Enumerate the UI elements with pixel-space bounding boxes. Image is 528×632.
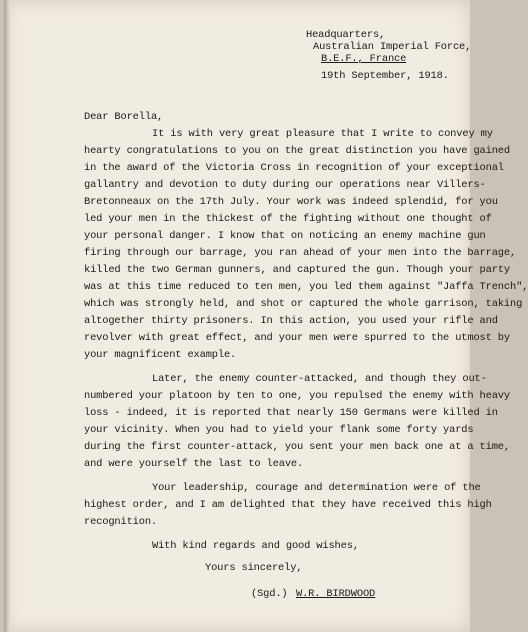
body-line: It is with very great pleasure that I write to convey my	[152, 128, 493, 140]
signature-sgd: (Sgd.)	[251, 588, 288, 600]
salutation: Dear Borella,	[84, 111, 164, 123]
body-line: your personal danger. I know that on noticing an enemy machine gun	[84, 230, 486, 242]
page-edge	[4, 0, 10, 632]
header-line-2: Australian Imperial Force,	[313, 41, 472, 53]
body-line: hearty congratulations to you on the great distinction you have gained	[84, 145, 510, 157]
body-line: in the award of the Victoria Cross in recognition of your exceptional	[84, 162, 504, 174]
body-line: numbered your platoon by ten to one, you repulsed the enemy with heavy	[84, 390, 510, 402]
body-line: highest order, and I am delighted that they have received this high	[84, 499, 492, 511]
signature-name: W.R. BIRDWOOD	[296, 588, 376, 600]
header-line-1: Headquarters,	[306, 29, 386, 41]
header-line-3: B.E.F., France	[321, 53, 407, 65]
closing-regards: With kind regards and good wishes,	[152, 540, 359, 552]
body-line: recognition.	[84, 516, 158, 528]
body-line: revolver with great effect, and your men were spurred to the utmost by	[84, 332, 510, 344]
body-line: killed the two German gunners, and captured the gun. Though your party	[84, 264, 510, 276]
body-line: loss - indeed, it is reported that nearly 150 Germans were killed in	[84, 407, 498, 419]
letter-page	[4, 0, 528, 632]
body-line: Bretonneaux on the 17th July. Your work was indeed splendid, for you	[84, 196, 498, 208]
body-line: your magnificent example.	[84, 349, 237, 361]
body-line: was at this time reduced to ten men, you led them against "Jaffa Trench",	[84, 281, 528, 293]
body-line: during the first counter-attack, you sent your men back one at a time,	[84, 441, 510, 453]
body-line: firing through our barrage, you ran ahead of your men into the barrage,	[84, 247, 517, 259]
body-line: led your men in the thickest of the fighting without one thought of	[84, 213, 492, 225]
letter-date: 19th September, 1918.	[321, 70, 449, 82]
body-line: and were yourself the last to leave.	[84, 458, 304, 470]
body-line: Later, the enemy counter-attacked, and though they out-	[152, 373, 487, 385]
body-line: which was strongly held, and shot or captured the whole garrison, taking	[84, 298, 523, 310]
body-line: gallantry and devotion to duty during our operations near Villers-	[84, 179, 486, 191]
body-line: altogether thirty prisoners. In this action, you used your rifle and	[84, 315, 498, 327]
body-line: your vicinity. When you had to yield your flank some forty yards	[84, 424, 474, 436]
body-line: Your leadership, courage and determination were of the	[152, 482, 481, 494]
closing-yours: Yours sincerely,	[205, 562, 303, 574]
